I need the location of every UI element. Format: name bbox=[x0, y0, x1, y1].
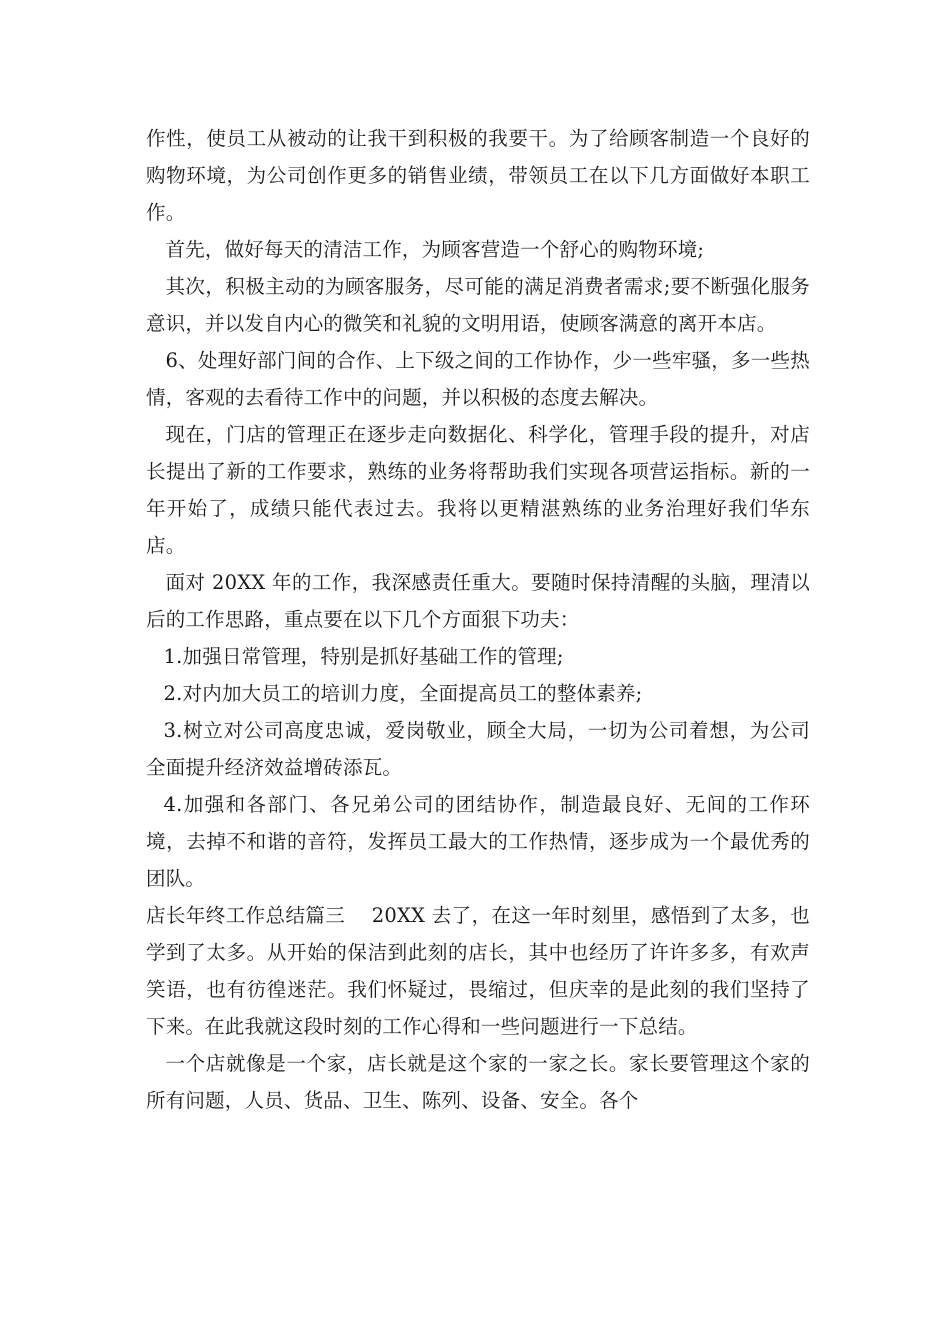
paragraph-second: 其次，积极主动的为顾客服务，尽可能的满足消费者需求;要不断强化服务意识，并以发自内心的微笑和礼貌的文明用语，使顾客满意的离开本店。 bbox=[146, 275, 810, 335]
paragraph-continuation: 作性，使员工从被动的让我干到积极的我要干。为了给顾客制造一个良好的购物环境，为公司创作更多的销售业绩，带领员工在以下几方面做好本职工作。 bbox=[146, 127, 810, 224]
paragraph-current-state: 现在，门店的管理正在逐步走向数据化、科学化，管理手段的提升，对店长提出了新的工作要求，熟练的业务将帮助我们实现各项营运指标。新的一年开始了，成绩只能代表过去。我将以更精湛熟练的业务治理好我们华东店。 bbox=[146, 423, 810, 557]
list-item-4: 4.加强和各部门、各兄弟公司的团结协作，制造最良好、无间的工作环境，去掉不和谐的音符，发挥员工最大的工作热情，逐步成为一个最优秀的团队。 bbox=[146, 793, 810, 890]
paragraph-facing-year: 面对 20XX 年的工作，我深感责任重大。要随时保持清醒的头脑，理清以后的工作思路，重点要在以下几个方面狠下功夫： bbox=[146, 571, 810, 631]
list-item-2: 2.对内加大员工的培训力度，全面提高员工的整体素养; bbox=[163, 682, 643, 705]
paragraph-item-6: 6、处理好部门间的合作、上下级之间的工作协作，少一些牢骚，多一些热情，客观的去看待工作中的问题，并以积极的态度去解决。 bbox=[146, 349, 810, 409]
list-item-3: 3.树立对公司高度忠诚，爱岗敬业，顾全大局，一切为公司着想，为公司全面提升经济效益增砖添瓦。 bbox=[146, 719, 810, 779]
section-heading-paragraph: 店长年终工作总结篇三 20XX 去了，在这一年时刻里，感悟到了太多，也学到了太多。从开始的保洁到此刻的店长，其中也经历了许许多多，有欢声笑语，也有彷徨迷茫。我们怀疑过，畏缩过，但庆幸的是此刻的我们坚持了下来。在此我就这段时刻的工作心得和一些问题进行一下总结。 bbox=[146, 904, 810, 1038]
document-body bbox=[146, 120, 810, 1119]
list-item-1: 1.加强日常管理，特别是抓好基础工作的管理; bbox=[163, 645, 564, 668]
paragraph-first: 首先，做好每天的清洁工作，为顾客营造一个舒心的购物环境; bbox=[165, 238, 705, 261]
paragraph-store-family: 一个店就像是一个家，店长就是这个家的一家之长。家长要管理这个家的所有问题，人员、货品、卫生、陈列、设备、安全。各个 bbox=[146, 1052, 810, 1112]
